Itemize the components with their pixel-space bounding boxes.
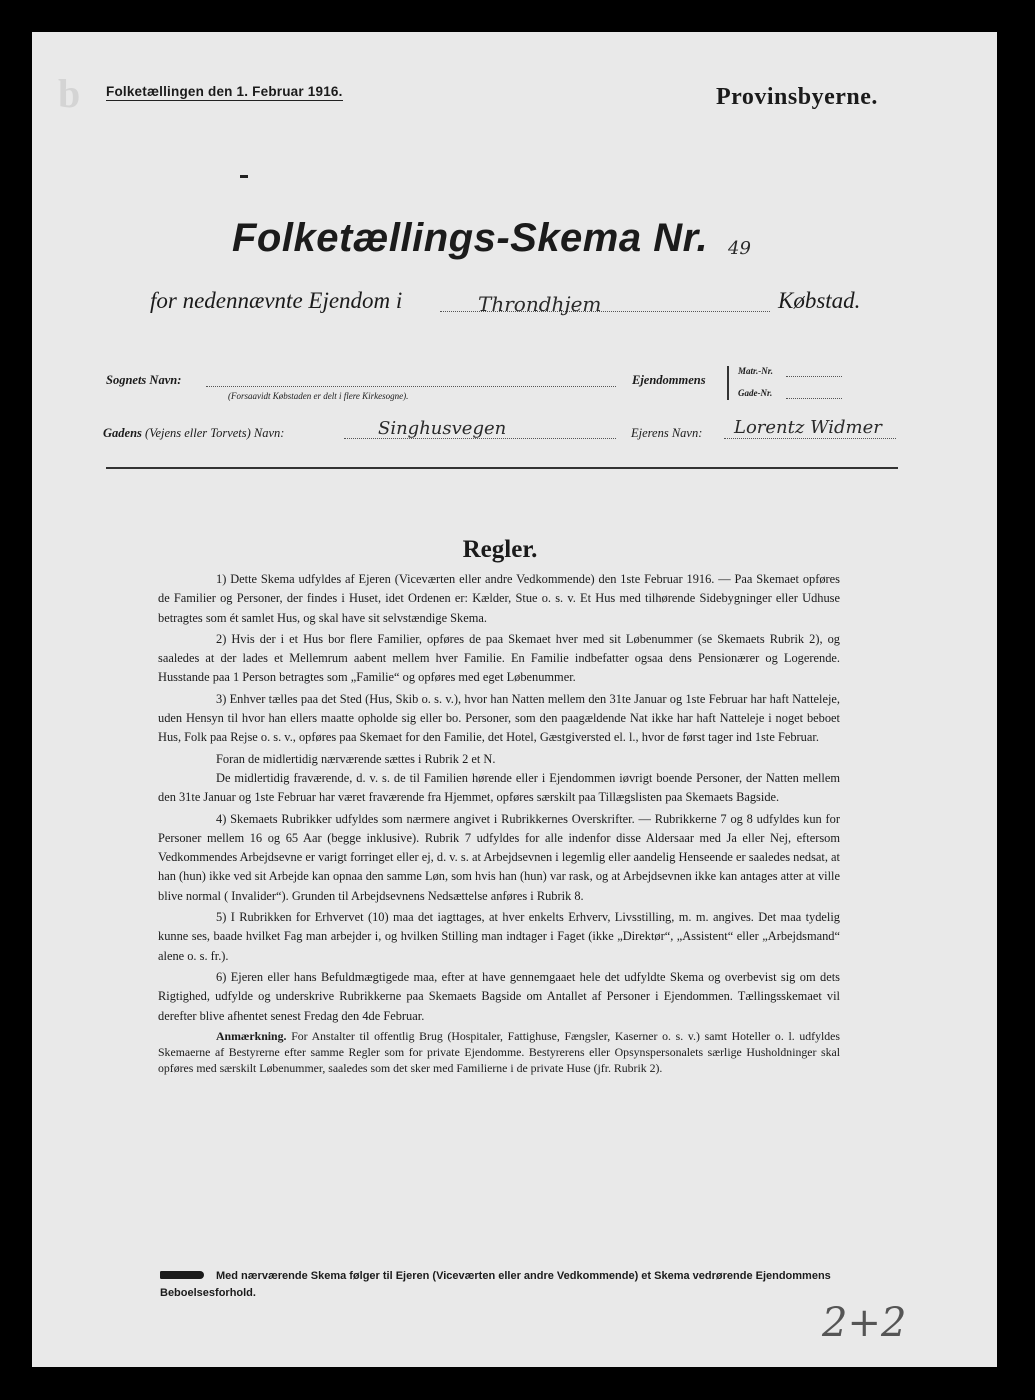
tally-mark: 2+2 bbox=[822, 1300, 907, 1346]
matr-label: Matr.-Nr. bbox=[738, 366, 774, 376]
pointing-hand-icon bbox=[160, 1271, 204, 1279]
footer-note bbox=[160, 1268, 850, 1302]
census-date-header: Folketællingen den 1. Februar 1916. bbox=[106, 84, 343, 99]
location-suffix: Købstad. bbox=[778, 288, 861, 313]
form-title: Folketællings-Skema Nr. bbox=[232, 216, 709, 260]
footer-text: Med nærværende Skema følger til Ejeren (Viceværten eller andre Vedkommende) et Skema vedrørende Ejendommens Beboelsesforhold. bbox=[160, 1270, 831, 1299]
region-header: Provinsbyerne. bbox=[716, 84, 878, 110]
street-label bbox=[103, 426, 284, 441]
gade-nr-label: Gade-Nr. bbox=[738, 388, 773, 398]
location-prefix: for nedennævnte Ejendom i bbox=[150, 288, 403, 313]
rule-5: 5) I Rubrikken for Erhvervet (10) maa det iagttages, at hver enkelts Erhverv, Livsstilling, m. m. angives. Det maa tydelig kunne ses, baade hvilket Fag man arbejder i, og hvilken Stilling man indtager i Faget (ikke „Direktør“, „Assistent“ eller „Arbejdsmand“ alene o. s. fr.). bbox=[158, 910, 840, 963]
rule-4: 4) Skemaets Rubrikker udfyldes som nærmere angivet i Rubrikkernes Overskrifter. — Rubrikkerne 7 og 8 udfyldes kun for Personer mellem 16 og 65 Aar (begge inklusive). Rubrik 7 udfyldes for alle indenfor disse Aldersaar med Ja eller Nej, eftersom Vedkommendes Arbejdsevne er varigt forringet eller ej, d. v. s. at Arbejdsevnen i legemlig eller aandelig Henseende er saaledes nedsat, at han (hun) ikke ved sit Arbejde kan opnaa den samme Løn, som hvis han (hun) var rask, og at Arbejdsevnen ikke kan antages atter at ville blive normal ( Invalider“). Grunden til Arbejdsevnens Nedsættelse anføres i Rubrik 8. bbox=[158, 811, 840, 903]
property-brace bbox=[727, 366, 729, 400]
street-label-bold: Gadens bbox=[103, 426, 142, 440]
parish-dotline bbox=[206, 386, 616, 387]
parish-label: Sognets Navn: bbox=[106, 373, 182, 387]
rule-6: 6) Ejeren eller hans Befuldmægtigede maa, efter at have gennemgaaet hele det udfyldte Skema og overbevist sig om dets Rigtighed, udfylde og underskrive Rubrikkerne paa Skemaets Bagside om Antallet af Personer i Ejendommen. Tællingsskemaet vil derefter blive afhentet senest Fredag den 4de Februar. bbox=[158, 969, 840, 1023]
rule-3: 3) Enhver tælles paa det Sted (Hus, Skib o. s. v.), hvor han Natten mellem den 31te Januar og 1ste Februar har haft Natteleje, uden Hensyn til hvor han ellers maatte opholde sig eller bo. Personer, som den paagældende Nat ikke har haft Natteleje i noget beboet Hus, Folk paa Rejse o. s. v., opføres paa Skemaet for den Familie, det Hotel, Gæstgiversted el. l., hvor de først tager ind 1ste Februar. bbox=[158, 691, 840, 745]
rule-2: 2) Hvis der i et Hus bor flere Familier, opføres de paa Skemaet hver med sit Løbenummer (se Skemaets Rubrik 2), og saaledes at der lades et Mellemrum aabent mellem hver Familie. En Familie indbefatter ogsaa dens Pensionærer og Logerende. Husstande paa 1 Person betragtes som „Familie“ og opføres med eget Løbenummer. bbox=[158, 631, 840, 685]
owner-value: Lorentz Widmer bbox=[734, 417, 882, 438]
owner-label: Ejerens Navn: bbox=[631, 426, 703, 440]
matr-dotline bbox=[786, 376, 842, 377]
parish-note: (Forsaavidt Købstaden er delt i flere Kirkesogne). bbox=[228, 391, 409, 401]
property-label: Ejendommens bbox=[632, 373, 706, 387]
section-divider bbox=[106, 467, 898, 469]
rule-3-temporary-present: Foran de midlertidig nærværende sættes i Rubrik 2 et N. bbox=[216, 751, 496, 766]
remark-text: For Anstalter til offentlig Brug (Hospitaler, Fattighuse, Fængsler, Kaserner o. s. v.) samt Hoteller o. l. udfyldes Skemaerne af Bestyrerne efter samme Regler som for private Ejendomme. Bestyrerens eller Opsynspersonalets særlige Husholdninger skal opføres med særskilt Løbenummer, saaledes som det sker med Familierne i de private Huse (jfr. Rubrik 2). bbox=[158, 1028, 840, 1075]
rule-3-temporary-absent: De midlertidig fraværende, d. v. s. de til Familien hørende eller i Ejendommen iøvrigt boende Personer, der Natten mellem den 31te Januar og 1ste Februar har været fraværende fra Hjemmet, opføres særskilt paa Tillægslisten paa Skemaets Bagside. bbox=[158, 770, 840, 805]
form-number: 49 bbox=[728, 238, 751, 259]
rule-1: 1) Dette Skema udfyldes af Ejeren (Viceværten eller andre Vedkommende) den 1ste Februar 1916. — Paa Skemaet opføres de Familier og Personer, der findes i Huset, idet Ordenen er: Kælder, Stue o. s. v. Et Hus med tilhørende Sidebygninger eller Udhuse betragtes som ét samlet Hus, og skal have sit selvstændige Skema. bbox=[158, 572, 840, 625]
rules-body bbox=[158, 570, 840, 1078]
owner-dotline bbox=[724, 438, 896, 439]
remark-label: Anmærkning. bbox=[216, 1028, 287, 1043]
gade-nr-dotline bbox=[786, 398, 842, 399]
street-value: Singhusvegen bbox=[378, 418, 507, 439]
remark bbox=[158, 1028, 840, 1076]
dash-mark bbox=[240, 175, 248, 178]
rules-heading: Regler. bbox=[462, 536, 538, 563]
city-value: Throndhjem bbox=[478, 292, 602, 316]
bleed-through-mark: b bbox=[58, 71, 81, 116]
street-label-rest: (Vejens eller Torvets) Navn: bbox=[145, 426, 285, 440]
